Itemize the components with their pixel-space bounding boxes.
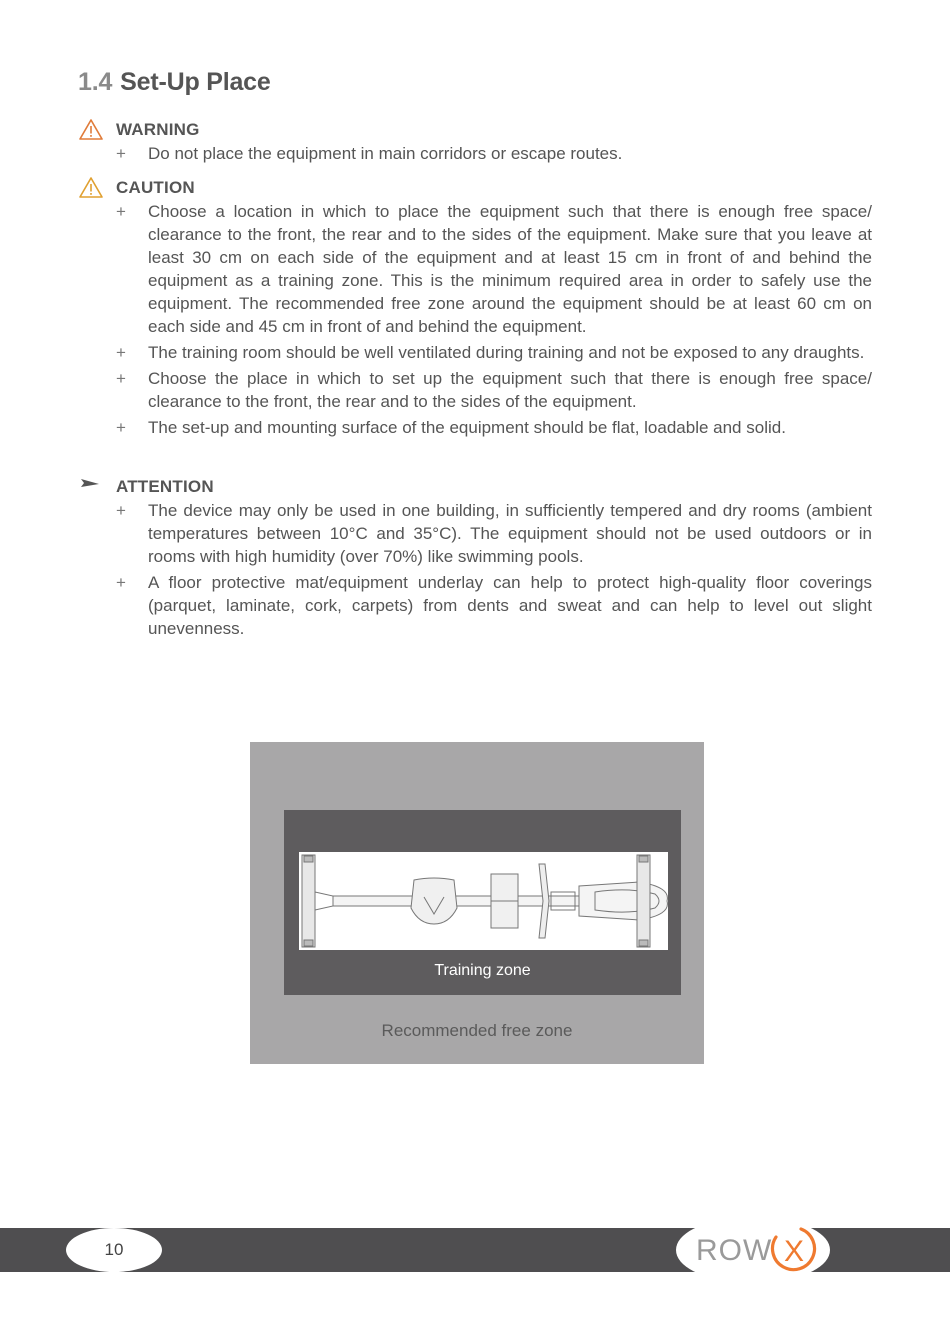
arrow-pointer-icon — [78, 475, 104, 499]
rowing-machine-icon — [299, 852, 668, 950]
logo-x-mark-icon — [768, 1225, 820, 1275]
warning-triangle-icon — [78, 118, 104, 142]
page-number-pill — [66, 1228, 162, 1272]
logo-text: ROW — [696, 1234, 773, 1267]
attention-list — [78, 499, 878, 640]
training-zone-label: Training zone — [434, 962, 531, 979]
attention-block — [78, 475, 878, 643]
warning-list — [78, 142, 878, 165]
rowx-logo — [676, 1220, 830, 1280]
caution-triangle-icon — [78, 176, 104, 200]
section-heading: Set-Up Place — [120, 68, 271, 96]
section-title — [78, 68, 271, 97]
list-item: + The training room should be well ventilated during training and not be exposed to any draughts. — [116, 343, 865, 362]
rowing-machine-illustration — [299, 852, 668, 950]
caution-label: CAUTION — [116, 178, 195, 197]
list-item: + The set-up and mounting surface of the equipment should be flat, loadable and solid. — [116, 418, 786, 437]
list-item: + Choose the place in which to set up the equipment such that there is enough free space/ clearance to the front, the rear and to the sides of the equipment. — [116, 369, 872, 411]
attention-label: ATTENTION — [116, 477, 214, 496]
list-item: + Do not place the equipment in main corridors or escape routes. — [116, 144, 623, 163]
list-item: + The device may only be used in one building, in sufficiently tempered and dry rooms (ambient temperatures between 10°C and 35°C). The equipment should not be used outdoors or in rooms with high humidity (over 70%) like swimming pools. — [116, 501, 872, 566]
training-zone-area — [284, 810, 681, 995]
warning-label: WARNING — [116, 120, 200, 139]
free-zone-diagram — [250, 742, 704, 1064]
section-number: 1.4 — [78, 68, 113, 96]
caution-block — [78, 176, 878, 442]
svg-text:X: X — [783, 1235, 805, 1268]
warning-block — [78, 118, 878, 168]
list-item: + A floor protective mat/equipment underlay can help to protect high-quality floor coverings (parquet, laminate, cork, carpets) from dents and sweat and can help to level out slight unevenness. — [116, 573, 872, 638]
free-zone-label: Recommended free zone — [381, 1021, 573, 1040]
caution-list — [78, 200, 878, 439]
list-item: + Choose a location in which to place the equipment such that there is enough free space/ clearance to the front, the rear and to the sides of the equipment. Make sure that you leave at least 30 cm on each side of the equipment and at least 15 cm in front of and behind the equipment as a training zone. This is the minimum required area in order to safely use the equipment. The recommended free zone around the equipment should be at least 60 cm on each side and 45 cm in front of and behind the equipment. — [116, 202, 872, 336]
page-number: 10 — [104, 1240, 124, 1259]
